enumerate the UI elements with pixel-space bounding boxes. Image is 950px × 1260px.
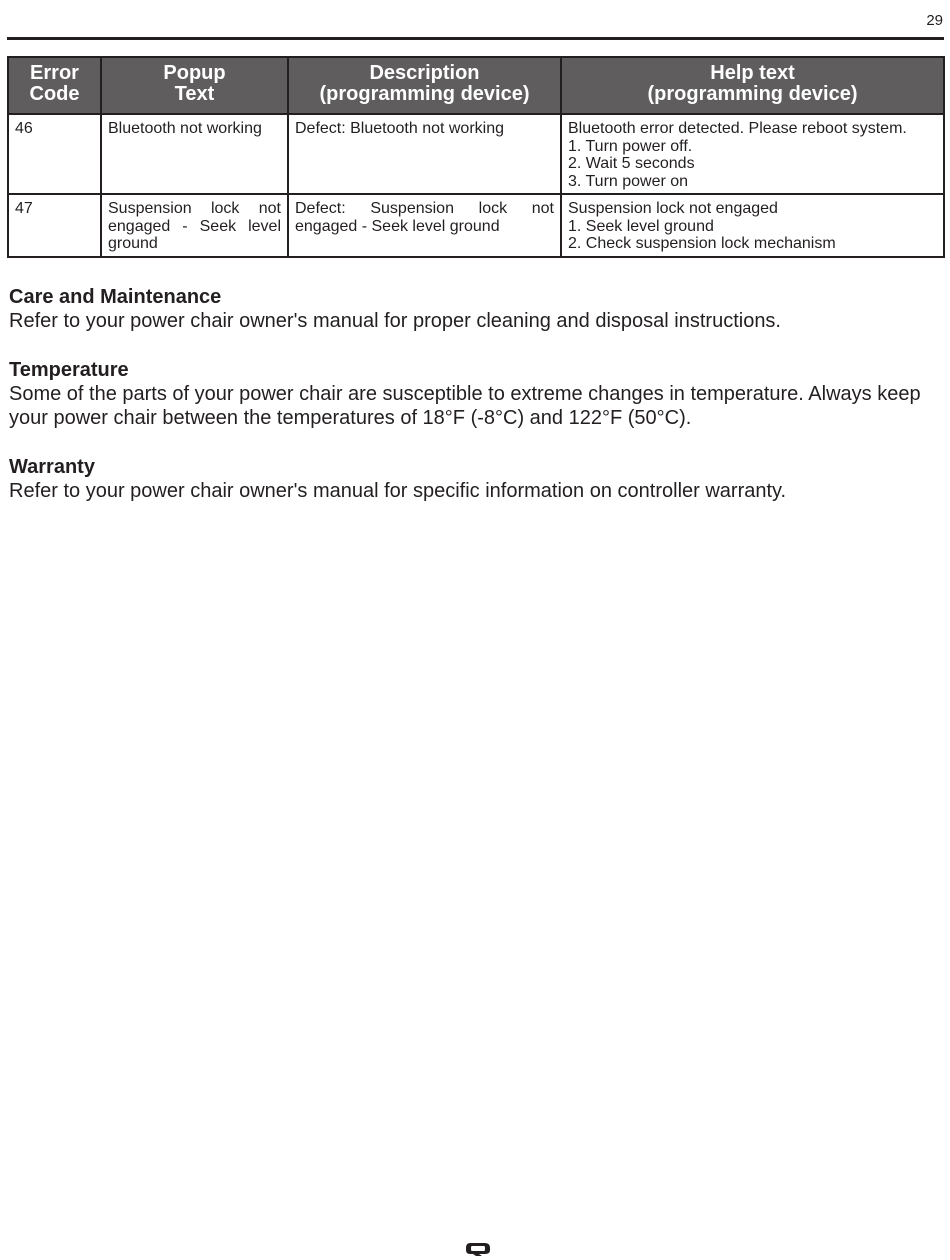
- section-title: Temperature: [9, 359, 129, 381]
- header-popup-text: Popup Text: [101, 57, 288, 114]
- section-body: Some of the parts of your power chair are susceptible to extreme changes in temperature. Always keep your power chair between the temperatures of 18°F (-8°C) and 122°F (50°C).: [9, 383, 921, 429]
- popup-text-cell: Bluetooth not working: [101, 114, 288, 194]
- section-title: Warranty: [9, 456, 95, 478]
- help-text-cell: Suspension lock not engaged 1. Seek level ground 2. Check suspension lock mechanism: [561, 194, 944, 257]
- error-code-cell: 47: [8, 194, 101, 257]
- error-code-table: [7, 56, 945, 258]
- section-title: Care and Maintenance: [9, 286, 222, 308]
- page-number: 29: [926, 12, 943, 29]
- popup-text-cell: Suspension lock not engaged - Seek level ground: [101, 194, 288, 257]
- header-error-code: Error Code: [8, 57, 101, 114]
- warranty-section: [9, 455, 949, 503]
- temperature-section: [9, 358, 949, 430]
- table-row: [8, 114, 944, 194]
- error-code-cell: 46: [8, 114, 101, 194]
- description-cell: Defect: Suspension lock not engaged - Seek level ground: [288, 194, 561, 257]
- section-body: Refer to your power chair owner's manual for specific information on controller warranty.: [9, 480, 787, 502]
- care-maintenance-section: [9, 285, 949, 333]
- table-header-row: [8, 57, 944, 114]
- header-rule: [7, 37, 944, 40]
- brand-logo-icon: [465, 1242, 491, 1256]
- description-cell: Defect: Bluetooth not working: [288, 114, 561, 194]
- section-body: Refer to your power chair owner's manual for proper cleaning and disposal instructions.: [9, 310, 781, 332]
- header-description: Description (programming device): [288, 57, 561, 114]
- table-row: [8, 194, 944, 257]
- help-text-cell: Bluetooth error detected. Please reboot system. 1. Turn power off. 2. Wait 5 seconds 3. Turn power on: [561, 114, 944, 194]
- header-help-text: Help text (programming device): [561, 57, 944, 114]
